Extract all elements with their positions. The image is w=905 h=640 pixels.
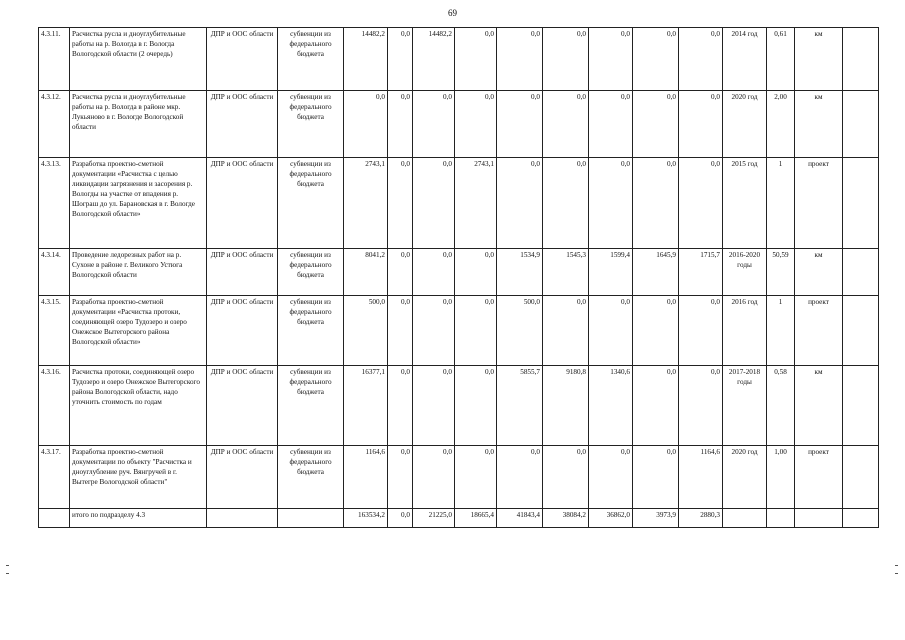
row-value: 9180,8 [543, 366, 589, 446]
row-value: 5855,7 [497, 366, 543, 446]
row-value: 0,0 [455, 28, 497, 91]
row-value: 1645,9 [633, 249, 679, 296]
row-value: 0,0 [455, 91, 497, 158]
empty-cell [843, 446, 879, 509]
empty-cell [843, 296, 879, 366]
row-value: 0,0 [633, 296, 679, 366]
row-name: Расчистка протоки, соединяющей озеро Тудозеро и озеро Онежское Вытегорского района Вологодской области, надо уточнить стоимость по годам [70, 366, 207, 446]
row-period: 2014 год [723, 28, 767, 91]
row-value: 0,0 [388, 446, 413, 509]
table-row [39, 158, 879, 249]
row-value: 0,0 [589, 446, 633, 509]
row-value: 1545,3 [543, 249, 589, 296]
row-unit: км [795, 28, 843, 91]
row-value: 0,0 [633, 158, 679, 249]
row-code: 4.3.17. [39, 446, 70, 509]
row-source: субвенции из федерального бюджета [278, 28, 344, 91]
row-name: Расчистка русла и дноуглубительные работы на р. Вологда в г. Вологда Вологодской области (2 очередь) [70, 28, 207, 91]
row-amount: 0,61 [767, 28, 795, 91]
row-value: 1599,4 [589, 249, 633, 296]
row-value: 0,0 [679, 158, 723, 249]
empty-cell [39, 509, 70, 528]
empty-cell [843, 158, 879, 249]
empty-cell [207, 509, 278, 528]
row-value: 0,0 [543, 158, 589, 249]
total-value: 38084,2 [543, 509, 589, 528]
row-value: 500,0 [497, 296, 543, 366]
row-value: 0,0 [413, 249, 455, 296]
empty-cell [278, 509, 344, 528]
row-unit: проект [795, 158, 843, 249]
margin-mark-right [895, 565, 898, 566]
row-value: 0,0 [497, 28, 543, 91]
row-code: 4.3.14. [39, 249, 70, 296]
row-value: 0,0 [455, 249, 497, 296]
row-unit: км [795, 366, 843, 446]
row-amount: 2,00 [767, 91, 795, 158]
row-value: 0,0 [543, 446, 589, 509]
table-row [39, 249, 879, 296]
empty-cell [723, 509, 767, 528]
row-value: 0,0 [413, 296, 455, 366]
row-value: 0,0 [455, 296, 497, 366]
row-value: 0,0 [388, 366, 413, 446]
row-executor: ДПР и ООС области [207, 91, 278, 158]
row-unit: проект [795, 446, 843, 509]
row-value: 0,0 [388, 28, 413, 91]
row-value: 0,0 [589, 158, 633, 249]
row-amount: 1 [767, 296, 795, 366]
empty-cell [843, 366, 879, 446]
margin-mark-left [6, 565, 9, 566]
row-value: 14482,2 [413, 28, 455, 91]
row-executor: ДПР и ООС области [207, 446, 278, 509]
row-value: 0,0 [633, 28, 679, 91]
row-period: 2016-2020 годы [723, 249, 767, 296]
row-executor: ДПР и ООС области [207, 296, 278, 366]
empty-cell [843, 28, 879, 91]
row-amount: 50,59 [767, 249, 795, 296]
row-name: Проведение ледорезных работ на р. Сухоне в районе г. Великого Устюга Вологодской области [70, 249, 207, 296]
row-value: 0,0 [455, 366, 497, 446]
row-name: Разработка проектно-сметной документации «Расчистка с целью ликвидации загрязнения и засорения р. Вологды на участке от впадения р. Шограш до ул. Барановская в г. Вологде Вологодской области» [70, 158, 207, 249]
row-value: 0,0 [413, 91, 455, 158]
row-value: 0,0 [543, 296, 589, 366]
row-name: Разработка проектно-сметной документации «Расчистка протоки, соединяющей озеро Тудозеро и озеро Онежское Вытегорского района Вологодской области» [70, 296, 207, 366]
total-label: итого по подразделу 4.3 [70, 509, 207, 528]
empty-cell [795, 509, 843, 528]
page-number: 69 [448, 8, 457, 18]
total-row [39, 509, 879, 528]
row-source: субвенции из федерального бюджета [278, 249, 344, 296]
row-value: 1340,6 [589, 366, 633, 446]
budget-table [38, 27, 879, 528]
table-row [39, 366, 879, 446]
row-amount: 0,58 [767, 366, 795, 446]
row-code: 4.3.11. [39, 28, 70, 91]
row-value: 16377,1 [344, 366, 388, 446]
row-value: 0,0 [388, 249, 413, 296]
row-amount: 1 [767, 158, 795, 249]
row-value: 0,0 [497, 446, 543, 509]
row-value: 0,0 [633, 366, 679, 446]
row-value: 0,0 [413, 366, 455, 446]
table-row [39, 296, 879, 366]
total-value: 0,0 [388, 509, 413, 528]
row-value: 0,0 [543, 28, 589, 91]
row-unit: км [795, 249, 843, 296]
row-value: 2743,1 [344, 158, 388, 249]
row-value: 0,0 [388, 158, 413, 249]
row-value: 0,0 [679, 296, 723, 366]
row-value: 0,0 [413, 446, 455, 509]
total-value: 18665,4 [455, 509, 497, 528]
row-value: 1164,6 [679, 446, 723, 509]
row-period: 2017-2018 годы [723, 366, 767, 446]
total-value: 41843,4 [497, 509, 543, 528]
row-value: 0,0 [679, 28, 723, 91]
row-value: 0,0 [413, 158, 455, 249]
row-value: 0,0 [633, 91, 679, 158]
total-value: 3973,9 [633, 509, 679, 528]
row-code: 4.3.13. [39, 158, 70, 249]
row-code: 4.3.15. [39, 296, 70, 366]
margin-mark-left [6, 573, 9, 574]
row-period: 2016 год [723, 296, 767, 366]
row-value: 0,0 [344, 91, 388, 158]
row-source: субвенции из федерального бюджета [278, 158, 344, 249]
total-value: 36862,0 [589, 509, 633, 528]
row-value: 1534,9 [497, 249, 543, 296]
row-name: Расчистка русла и дноуглубительные работы на р. Вологда в районе мкр. Лукьяново в г. Вологде Вологодской области [70, 91, 207, 158]
row-value: 0,0 [589, 28, 633, 91]
table-row [39, 446, 879, 509]
row-name: Разработка проектно-сметной документации по объекту "Расчистка и дноуглубление руч. Вянгручей в г. Вытегре Вологодской области" [70, 446, 207, 509]
empty-cell [843, 509, 879, 528]
total-value: 21225,0 [413, 509, 455, 528]
row-unit: проект [795, 296, 843, 366]
row-value: 0,0 [679, 91, 723, 158]
row-value: 14482,2 [344, 28, 388, 91]
empty-cell [767, 509, 795, 528]
empty-cell [843, 91, 879, 158]
row-source: субвенции из федерального бюджета [278, 446, 344, 509]
table-row [39, 91, 879, 158]
table-row [39, 28, 879, 91]
row-value: 1715,7 [679, 249, 723, 296]
total-value: 2880,3 [679, 509, 723, 528]
row-value: 0,0 [633, 446, 679, 509]
row-value: 0,0 [543, 91, 589, 158]
row-value: 2743,1 [455, 158, 497, 249]
row-executor: ДПР и ООС области [207, 249, 278, 296]
total-value: 163534,2 [344, 509, 388, 528]
row-source: субвенции из федерального бюджета [278, 91, 344, 158]
row-value: 0,0 [497, 158, 543, 249]
row-executor: ДПР и ООС области [207, 366, 278, 446]
row-value: 8041,2 [344, 249, 388, 296]
row-code: 4.3.16. [39, 366, 70, 446]
row-value: 0,0 [497, 91, 543, 158]
row-amount: 1,00 [767, 446, 795, 509]
row-value: 500,0 [344, 296, 388, 366]
row-code: 4.3.12. [39, 91, 70, 158]
row-executor: ДПР и ООС области [207, 28, 278, 91]
row-value: 0,0 [388, 296, 413, 366]
row-value: 1164,6 [344, 446, 388, 509]
row-value: 0,0 [679, 366, 723, 446]
row-value: 0,0 [589, 91, 633, 158]
row-period: 2015 год [723, 158, 767, 249]
row-value: 0,0 [388, 91, 413, 158]
row-executor: ДПР и ООС области [207, 158, 278, 249]
row-source: субвенции из федерального бюджета [278, 296, 344, 366]
row-source: субвенции из федерального бюджета [278, 366, 344, 446]
row-period: 2020 год [723, 91, 767, 158]
row-value: 0,0 [455, 446, 497, 509]
row-unit: км [795, 91, 843, 158]
empty-cell [843, 249, 879, 296]
row-value: 0,0 [589, 296, 633, 366]
row-period: 2020 год [723, 446, 767, 509]
margin-mark-right [895, 573, 898, 574]
